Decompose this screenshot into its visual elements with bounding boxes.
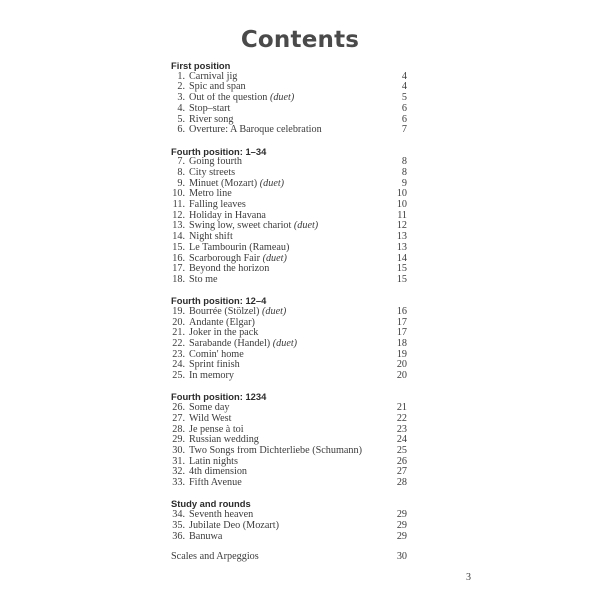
entry-title-text: Spic and span <box>189 82 246 93</box>
entry-title <box>185 254 377 265</box>
entry-page: 4 <box>401 81 407 93</box>
entry-page: 10 <box>396 188 407 200</box>
toc-entry <box>171 414 407 425</box>
entry-title <box>185 125 377 136</box>
toc-entry <box>171 371 407 382</box>
toc-entry <box>171 179 407 190</box>
entry-title <box>185 414 377 425</box>
section-heading: First position <box>171 60 231 71</box>
page-number: 3 <box>466 572 471 583</box>
entry-title <box>185 403 377 414</box>
entry-title <box>185 318 377 329</box>
entry-title-text: In memory <box>189 371 234 382</box>
entry-page: 19 <box>396 348 407 360</box>
entry-page: 14 <box>396 252 407 264</box>
entry-number: 36. <box>172 530 185 542</box>
entry-page: 8 <box>401 166 407 178</box>
entry-title-text: Swing low, sweet chariot <box>189 221 294 232</box>
entry-number: 23. <box>172 348 185 360</box>
entry-page: 5 <box>401 92 407 104</box>
entry-title <box>185 360 377 371</box>
entry-number: 24. <box>172 359 185 371</box>
entry-note: (duet) <box>259 178 285 189</box>
entry-title: Scales and Arpeggios <box>171 551 259 562</box>
entry-title-text: Wild West <box>189 413 232 424</box>
entry-title-text: Jubilate Deo (Mozart) <box>189 520 279 531</box>
toc-entry <box>171 232 407 243</box>
toc-entry <box>171 350 407 361</box>
toc-entry <box>171 510 407 521</box>
entry-title-text: Le Tambourin (Rameau) <box>189 242 290 253</box>
toc-entry <box>171 254 407 265</box>
toc-entry <box>171 72 407 83</box>
toc-entry <box>171 457 407 468</box>
entry-title-text: Comin' home <box>189 349 244 360</box>
toc-entry <box>171 115 407 126</box>
table-of-contents <box>171 61 407 563</box>
entry-number: 26. <box>172 402 185 414</box>
entry-title <box>185 221 377 232</box>
entry-page: 8 <box>401 156 407 168</box>
entry-title-text: Night shift <box>189 232 233 243</box>
entry-page: 13 <box>396 231 407 243</box>
page-title: Contents <box>240 27 360 53</box>
entry-title-text: Minuet (Mozart) <box>189 178 260 189</box>
entry-number: 33. <box>172 477 185 489</box>
toc-entry <box>171 243 407 254</box>
entry-title <box>185 82 377 93</box>
entry-title-text: Metro line <box>189 189 232 200</box>
toc-entry <box>171 446 407 457</box>
toc-section <box>171 147 407 286</box>
entry-page: 15 <box>396 273 407 285</box>
toc-entry <box>171 403 407 414</box>
toc-section <box>171 296 407 382</box>
entry-title-text: Carnival jig <box>189 71 238 82</box>
entry-title-text: Russian wedding <box>189 435 259 446</box>
toc-entry <box>171 200 407 211</box>
entry-title <box>185 93 377 104</box>
toc-entry <box>171 168 407 179</box>
entry-page: 11 <box>397 209 407 221</box>
entry-title <box>185 532 377 543</box>
toc-entry <box>171 211 407 222</box>
entry-number: 16. <box>172 252 185 264</box>
entry-page: 30 <box>396 550 407 562</box>
entry-title-text: Sto me <box>189 274 218 285</box>
entry-number: 22. <box>172 338 185 350</box>
entry-page: 20 <box>396 359 407 371</box>
entry-page: 16 <box>396 305 407 317</box>
toc-entry <box>171 307 407 318</box>
entry-title-text: Some day <box>189 403 230 414</box>
entry-page: 9 <box>401 177 407 189</box>
toc-entry <box>171 339 407 350</box>
entry-number: 18. <box>172 273 185 285</box>
entry-title-text: River song <box>189 114 234 125</box>
section-heading: Fourth position: 1–34 <box>171 145 267 157</box>
entry-number: 8. <box>177 166 185 178</box>
entry-title <box>185 243 377 254</box>
entry-number: 13. <box>172 220 185 232</box>
entry-title-text: Stop–start <box>189 103 231 114</box>
entry-note: (duet) <box>262 253 287 264</box>
entry-page: 4 <box>401 70 407 82</box>
entry-title <box>185 275 377 286</box>
entry-page: 20 <box>396 370 407 382</box>
entry-title <box>185 168 377 179</box>
entry-title <box>185 435 377 446</box>
entry-title <box>185 478 377 489</box>
entry-title <box>185 232 377 243</box>
entry-note: (duet) <box>272 339 298 350</box>
entry-number: 32. <box>172 466 185 478</box>
entry-title-text: Holiday in Havana <box>189 210 266 221</box>
entry-title <box>185 115 377 126</box>
entry-note: (duet) <box>261 306 287 317</box>
entry-number: 17. <box>172 263 185 275</box>
entry-title-text: 4th dimension <box>189 467 248 478</box>
toc-entry <box>171 157 407 168</box>
entry-page: 27 <box>396 466 407 478</box>
toc-entry-scales <box>171 552 407 563</box>
entry-number: 5. <box>177 113 185 125</box>
entry-page: 17 <box>396 327 407 339</box>
entry-title-text: Latin nights <box>189 456 238 467</box>
entry-page: 29 <box>396 519 407 531</box>
entry-page: 15 <box>396 263 407 275</box>
entry-number: 30. <box>172 444 185 456</box>
entry-title <box>185 339 377 350</box>
entry-title-text: Bourrée (Stölzel) <box>189 306 262 317</box>
entry-title-text: Je pense à toi <box>189 424 244 435</box>
entry-title-text: Falling leaves <box>189 200 246 211</box>
toc-entry <box>171 275 407 286</box>
entry-number: 3. <box>177 92 185 104</box>
entry-number: 1. <box>177 70 185 82</box>
entry-number: 11. <box>172 199 185 211</box>
toc-section <box>171 392 407 488</box>
toc-entry <box>171 104 407 115</box>
entry-page: 28 <box>396 477 407 489</box>
entry-title <box>185 425 377 436</box>
entry-page: 18 <box>396 338 407 350</box>
entry-page: 21 <box>396 402 407 414</box>
entry-title <box>185 371 377 382</box>
toc-entry <box>171 360 407 371</box>
toc-entry <box>171 264 407 275</box>
entry-title <box>185 467 377 478</box>
toc-section <box>171 499 407 542</box>
entry-number: 25. <box>172 370 185 382</box>
entry-title-text: Beyond the horizon <box>189 264 270 275</box>
entry-number: 6. <box>177 124 185 136</box>
entry-title <box>185 104 377 115</box>
entry-page: 6 <box>401 113 407 125</box>
entry-title-text: Out of the question <box>189 93 270 104</box>
section-heading: Fourth position: 1234 <box>171 391 267 403</box>
entry-number: 4. <box>177 102 185 114</box>
entry-note: (duet) <box>269 93 295 104</box>
entry-number: 29. <box>172 434 185 446</box>
entry-number: 21. <box>172 327 185 339</box>
toc-entry <box>171 328 407 339</box>
entry-title <box>185 307 377 318</box>
entry-title-text: Joker in the pack <box>189 328 259 339</box>
entry-page: 29 <box>396 509 407 521</box>
entry-page: 6 <box>401 102 407 114</box>
toc-entry <box>171 82 407 93</box>
entry-title-text: Sarabande (Handel) <box>189 339 273 350</box>
section-heading: Study and rounds <box>171 498 251 510</box>
entry-number: 28. <box>172 423 185 435</box>
entry-number: 12. <box>172 209 185 221</box>
entry-page: 13 <box>396 241 407 253</box>
entry-number: 10. <box>172 188 185 200</box>
entry-number: 19. <box>172 305 185 317</box>
entry-title-text: Two Songs from Dichterliebe (Schumann) <box>189 445 363 456</box>
entry-page: 7 <box>401 124 407 136</box>
toc-entry <box>171 93 407 104</box>
toc-entry <box>171 532 407 543</box>
entry-title <box>185 510 377 521</box>
entry-page: 10 <box>396 199 407 211</box>
entry-page: 23 <box>396 423 407 435</box>
entry-title <box>185 446 377 457</box>
entry-title <box>185 157 377 168</box>
toc-entry <box>171 125 407 136</box>
entry-title-text: Seventh heaven <box>189 510 254 521</box>
entry-title <box>185 72 377 83</box>
entry-title-text: Fifth Avenue <box>189 478 242 489</box>
entry-title-text: Sprint finish <box>189 360 240 371</box>
section-heading: Fourth position: 12–4 <box>171 295 267 307</box>
entry-page: 26 <box>396 455 407 467</box>
entry-title-text: Overture: A Baroque celebration <box>189 125 322 136</box>
entry-title <box>185 179 377 190</box>
entry-title <box>185 189 377 200</box>
entry-title <box>185 264 377 275</box>
entry-page: 24 <box>396 434 407 446</box>
toc-section <box>171 61 407 136</box>
entry-page: 17 <box>396 316 407 328</box>
entry-page: 12 <box>396 220 407 232</box>
toc-entry <box>171 521 407 532</box>
entry-title-text: Going fourth <box>189 157 242 168</box>
entry-number: 14. <box>172 231 185 243</box>
toc-entry <box>171 189 407 200</box>
entry-number: 34. <box>172 509 185 521</box>
entry-title-text: Andante (Elgar) <box>189 317 255 328</box>
entry-title-text: City streets <box>189 167 236 178</box>
entry-title <box>185 328 377 339</box>
entry-note: (duet) <box>293 221 319 232</box>
toc-entry <box>171 467 407 478</box>
entry-number: 15. <box>172 241 185 253</box>
toc-entry <box>171 318 407 329</box>
entry-title <box>185 521 377 532</box>
entry-page: 22 <box>396 412 407 424</box>
entry-number: 35. <box>172 519 185 531</box>
entry-page: 25 <box>396 444 407 456</box>
entry-number: 20. <box>172 316 185 328</box>
entry-number: 7. <box>177 156 185 168</box>
entry-page: 29 <box>396 530 407 542</box>
toc-entry <box>171 435 407 446</box>
entry-title-text: Banuwa <box>189 531 223 542</box>
entry-title <box>185 200 377 211</box>
entry-number: 27. <box>172 412 185 424</box>
toc-entry <box>171 221 407 232</box>
toc-entry <box>171 478 407 489</box>
entry-number: 31. <box>172 455 185 467</box>
entry-title-text: Scarborough Fair <box>189 253 263 264</box>
entry-number: 9. <box>177 177 185 189</box>
entry-number: 2. <box>177 81 185 93</box>
entry-title <box>185 457 377 468</box>
entry-title <box>185 211 377 222</box>
entry-title <box>185 350 377 361</box>
toc-entry <box>171 425 407 436</box>
